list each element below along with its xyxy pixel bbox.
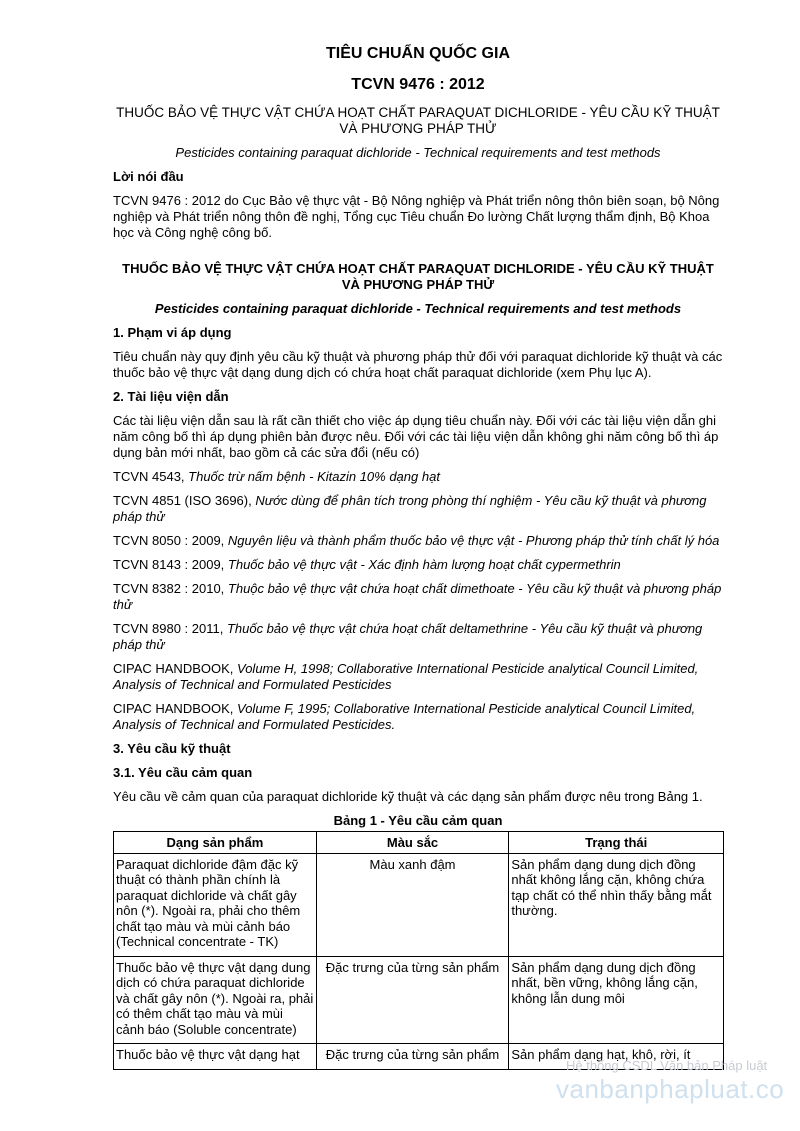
reference-item xyxy=(113,533,723,549)
main-title-en: Pesticides containing paraquat dichloride - Technical requirements and test methods xyxy=(154,301,682,316)
reference-item xyxy=(113,469,723,485)
main-title: THUỐC BẢO VỆ THỰC VẬT CHỨA HOẠT CHẤT PARAQUAT DICHLORIDE - YÊU CẦU KỸ THUẬT VÀ PHƯƠNG PHÁP THỬ xyxy=(122,261,714,292)
reference-code: TCVN 4851 (ISO 3696), xyxy=(113,493,256,508)
reference-code: TCVN 8050 : 2009, xyxy=(113,533,228,548)
table-cell: Sản phẩm dạng hạt, khô, rời, ít xyxy=(509,1044,724,1070)
foreword-text: TCVN 9476 : 2012 do Cục Bảo vệ thực vật - Bộ Nông nghiệp và Phát triển nông thôn biên soạn, bộ Nông nghiệp và Phát triển nông thôn đề nghị, Tổng cục Tiêu chuẩn Đo lường Chất lượng thẩm định, Bộ Khoa học và Công nghệ công bố. xyxy=(113,193,720,240)
reference-code: TCVN 8143 : 2009, xyxy=(113,557,228,572)
reference-list xyxy=(113,469,723,733)
reference-title: Nguyên liệu và thành phẩm thuốc bảo vệ thực vật - Phương pháp thử tính chất lý hóa xyxy=(227,533,720,548)
reference-title: Thuốc bảo vệ thực vật chứa hoạt chất deltamethrine - Yêu cầu kỹ thuật và phương pháp thử xyxy=(113,621,703,652)
reference-title: Nước dùng để phân tích trong phòng thí nghiệm - Yêu cầu kỹ thuật và phương pháp thử xyxy=(113,493,707,524)
table-cell: Đặc trưng của từng sản phẩm xyxy=(316,1044,509,1070)
reference-title: Volume F, 1995; Collaborative International Pesticide analytical Council Limited, Analysis of Technical and Formulated Pesticides. xyxy=(113,701,696,732)
document-title: TIÊU CHUẨN QUỐC GIA xyxy=(326,45,510,62)
table-header-row xyxy=(114,832,724,854)
table-row xyxy=(114,956,724,1044)
section-3-1-heading: 3.1. Yêu cầu cảm quan xyxy=(113,765,253,780)
table-cell: Đặc trưng của từng sản phẩm xyxy=(316,956,509,1044)
table-cell: Sản phẩm dạng dung dịch đồng nhất, bền vững, không lắng cặn, không lẫn dung môi xyxy=(509,956,724,1044)
table-cell: Thuốc bảo vệ thực vật dạng dung dịch có chứa paraquat dichloride và chất gây nôn (*). Ngoài ra, phải có thêm chất tạo màu và mùi cảnh báo (Soluble concentrate) xyxy=(114,956,317,1044)
reference-title: Thuốc bảo vệ thực vật - Xác định hàm lượng hoạt chất cypermethrin xyxy=(227,557,621,572)
table-row xyxy=(114,853,724,956)
reference-code: TCVN 8382 : 2010, xyxy=(113,581,228,596)
reference-code: TCVN 8980 : 2011, xyxy=(113,621,227,636)
section-1-text: Tiêu chuẩn này quy định yêu cầu kỹ thuật và phương pháp thử đối với paraquat dichloride kỹ thuật và các thuốc bảo vệ thực vật dạng dung dịch có chứa hoạt chất paraquat dichloride (xem Phụ lục A). xyxy=(113,349,723,380)
section-2-text: Các tài liệu viện dẫn sau là rất cần thiết cho việc áp dụng tiêu chuẩn này. Đối với các tài liệu viện dẫn ghi năm công bố thì áp dụng phiên bản được nêu. Đối với các tài liệu viện dẫn không ghi năm công bố thì áp dụng bản mới nhất, bao gồm cả các sửa đổi (nếu có) xyxy=(113,413,719,460)
column-header-state: Trạng thái xyxy=(509,832,724,854)
table-1 xyxy=(113,831,724,1070)
reference-item xyxy=(113,557,723,573)
table-1-title: Bảng 1 - Yêu cầu cảm quan xyxy=(333,813,503,828)
reference-title: Volume H, 1998; Collaborative International Pesticide analytical Council Limited, Analysis of Technical and Formulated Pesticides xyxy=(113,661,699,692)
section-3-1-text: Yêu cầu về cảm quan của paraquat dichloride kỹ thuật và các dạng sản phẩm được nêu trong Bảng 1. xyxy=(113,789,703,804)
watermark-logo: vanbanphapluat.co xyxy=(556,1074,785,1104)
reference-title: Thuộc bảo vệ thực vật chứa hoạt chất dimethoate - Yêu cầu kỹ thuật và phương pháp thử xyxy=(113,581,722,612)
section-2-heading: 2. Tài liệu viện dẫn xyxy=(113,389,229,404)
table-cell: Thuốc bảo vệ thực vật dạng hạt xyxy=(114,1044,317,1070)
reference-code: CIPAC HANDBOOK, xyxy=(113,701,238,716)
section-3-heading: 3. Yêu cầu kỹ thuật xyxy=(113,741,231,756)
table-cell: Màu xanh đậm xyxy=(316,853,509,956)
reference-item xyxy=(113,581,723,613)
section-1-heading: 1. Phạm vi áp dụng xyxy=(113,325,232,340)
reference-item xyxy=(113,661,723,693)
document-subtitle-en: Pesticides containing paraquat dichloride - Technical requirements and test methods xyxy=(175,145,661,160)
table-cell: Paraquat dichloride đậm đặc kỹ thuật có thành phần chính là paraquat dichloride và chất gây nôn (*). Ngoài ra, phải cho thêm chất tạo màu và mùi cảnh báo (Technical concentrate - TK) xyxy=(114,853,317,956)
reference-item xyxy=(113,701,723,733)
reference-code: CIPAC HANDBOOK, xyxy=(113,661,238,676)
reference-code: TCVN 4543, xyxy=(113,469,189,484)
table-cell: Sản phẩm dạng dung dịch đồng nhất không lắng cặn, không chứa tạp chất có thể nhìn thấy bằng mắt thường. xyxy=(509,853,724,956)
reference-item xyxy=(113,493,723,525)
column-header-color: Màu sắc xyxy=(316,832,509,854)
document-subtitle: THUỐC BẢO VỆ THỰC VẬT CHỨA HOẠT CHẤT PARAQUAT DICHLORIDE - YÊU CẦU KỸ THUẬT VÀ PHƯƠNG PHÁP THỬ xyxy=(116,105,720,136)
foreword-heading: Lời nói đầu xyxy=(113,169,184,184)
watermark-caption: Hệ thống CSDL Văn bản Pháp luật xyxy=(566,1058,768,1073)
column-header-product-form: Dạng sản phẩm xyxy=(114,832,317,854)
reference-title: Thuốc trừ nấm bệnh - Kitazin 10% dạng hạt xyxy=(188,469,440,484)
reference-item xyxy=(113,621,723,653)
document-page xyxy=(113,44,723,1070)
standard-code: TCVN 9476 : 2012 xyxy=(351,76,485,93)
